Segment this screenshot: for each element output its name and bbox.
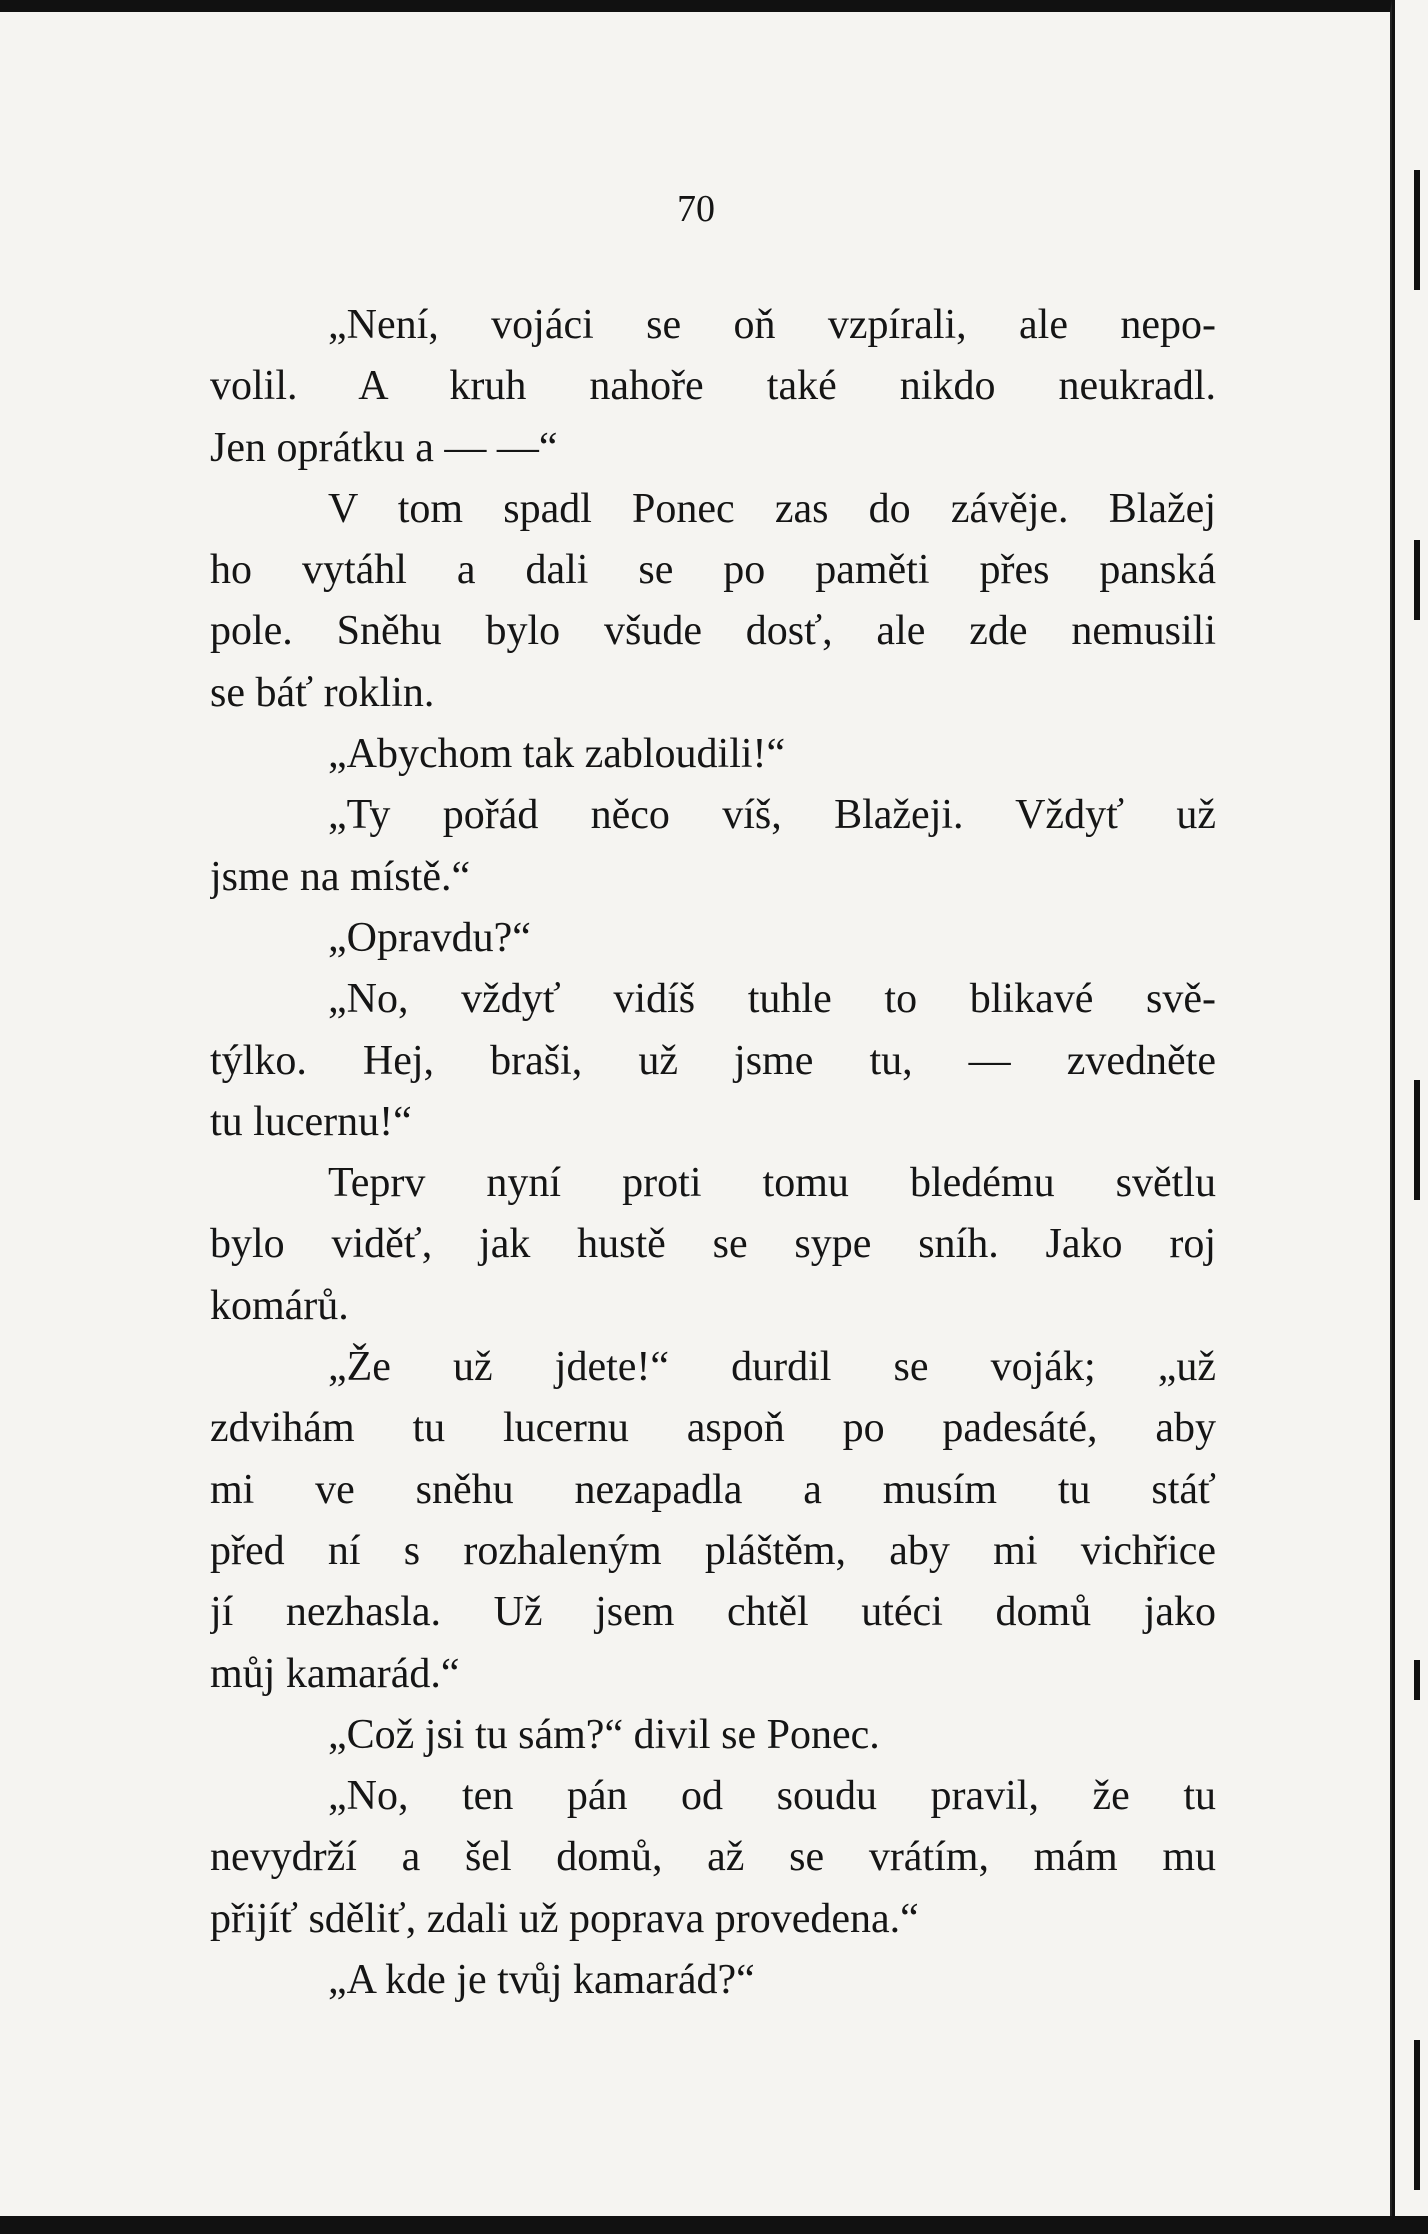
body-text [210,295,1216,2011]
page-number: 70 [677,188,715,230]
text-line: přijíť sděliť, zdali už poprava provedena.“ [210,1895,919,1942]
text-line: „Není, vojáci se oň vzpírali, ale nepo- [328,302,1216,348]
text-line: komárů. [210,1282,349,1329]
text-line: Jen oprátku a — —“ [210,424,558,471]
text-line: tu lucernu!“ [210,1098,412,1145]
edge-mark [1414,540,1420,620]
text-line: zdvihám tu lucernu aspoň po padesáté, aby [210,1405,1216,1452]
text-line: ho vytáhl a dali se po paměti přes panská [210,547,1216,594]
text-line: jí nezhasla. Už jsem chtěl utéci domů jako [210,1589,1216,1636]
text-line: nevydrží a šel domů, až se vrátím, mám mu [210,1834,1216,1881]
text-line: volil. A kruh nahoře také nikdo neukradl. [210,363,1216,410]
text-line: „Abychom tak zabloudili!“ [328,731,786,778]
text-line: V tom spadl Ponec zas do závěje. Blažej [328,485,1216,532]
text-line: mi ve sněhu nezapadla a musím tu stáť [210,1466,1216,1513]
text-line: pole. Sněhu bylo všude dosť, ale zde nemusili [210,608,1216,655]
text-line: bylo viděť, jak hustě se sype sníh. Jako roj [210,1221,1216,1268]
text-line: „Což jsi tu sám?“ divil se Ponec. [328,1711,880,1758]
text-line: před ní s rozhaleným pláštěm, aby mi vichřice [210,1527,1216,1574]
text-line: „No, ten pán od soudu pravil, že tu [328,1773,1216,1820]
text-line: Teprv nyní proti tomu bledému světlu [328,1160,1216,1207]
text-line: se báť roklin. [210,669,435,716]
edge-mark [1414,170,1420,290]
text-line: „A kde je tvůj kamarád?“ [328,1957,755,2004]
page-edge [1392,0,1428,2234]
edge-mark [1414,1080,1420,1200]
text-line: „No, vždyť vidíš tuhle to blikavé svě- [328,976,1216,1023]
text-line: můj kamarád.“ [210,1650,460,1697]
text-line: „Opravdu?“ [328,914,531,961]
text-line: jsme na místě.“ [210,853,471,900]
edge-mark [1414,2040,1420,2190]
text-line: „Ty pořád něco víš, Blažeji. Vždyť už [328,792,1216,839]
edge-mark [1414,1660,1420,1700]
text-line: „Že už jdete!“ durdil se voják; „už [328,1344,1216,1391]
scan-border [0,2216,1428,2234]
text-line: týlko. Hej, braši, už jsme tu, — zvedněte [210,1037,1216,1084]
